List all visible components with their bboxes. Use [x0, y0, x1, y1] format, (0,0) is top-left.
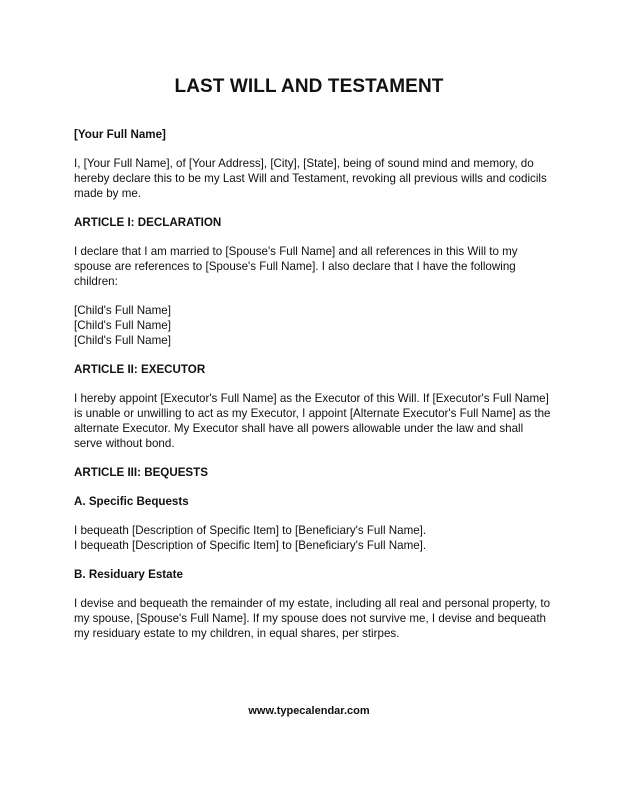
article-3-heading: ARTICLE III: BEQUESTS [74, 466, 208, 479]
section-a-heading: A. Specific Bequests [74, 495, 189, 508]
document-title: LAST WILL AND TESTAMENT [174, 76, 444, 97]
section-b-heading: B. Residuary Estate [74, 568, 183, 581]
intro-paragraph: I, [Your Full Name], of [Your Address], [City], [State], being of sound mind and memory, do hereby declare this to be my Last Will and Testament, revoking all previous wills and codicils made by me. [74, 157, 547, 200]
footer-url: www.typecalendar.com [248, 705, 370, 717]
article-2-heading: ARTICLE II: EXECUTOR [74, 363, 206, 376]
name-line: [Your Full Name] [74, 128, 166, 141]
child-line: [Child's Full Name] [74, 304, 171, 317]
bequest-line: I bequeath [Description of Specific Item] to [Beneficiary's Full Name]. [74, 539, 427, 552]
residuary-text: I devise and bequeath the remainder of my estate, including all real and personal property, to my spouse, [Spouse's Full Name]. If my spouse does not survive me, I devise and bequeath my residuary estate to my children, in equal shares, per stirpes. [74, 597, 551, 640]
article-1-text: I declare that I am married to [Spouse's Full Name] and all references in this Will to my spouse are references to [Spouse's Full Name]. I also declare that I have the following children: [74, 245, 518, 288]
article-1-heading: ARTICLE I: DECLARATION [74, 216, 222, 229]
child-line: [Child's Full Name] [74, 319, 171, 332]
article-2-text: I hereby appoint [Executor's Full Name] as the Executor of this Will. If [Executor's Full Name] is unable or unwilling to act as my Executor, I appoint [Alternate Executor's Full Name] as the alternate Executor. My Executor shall have all powers allowable under the law and shall serve without bond. [74, 392, 551, 450]
bequest-line: I bequeath [Description of Specific Item] to [Beneficiary's Full Name]. [74, 524, 427, 537]
document-body [74, 127, 552, 641]
child-line: [Child's Full Name] [74, 334, 171, 347]
